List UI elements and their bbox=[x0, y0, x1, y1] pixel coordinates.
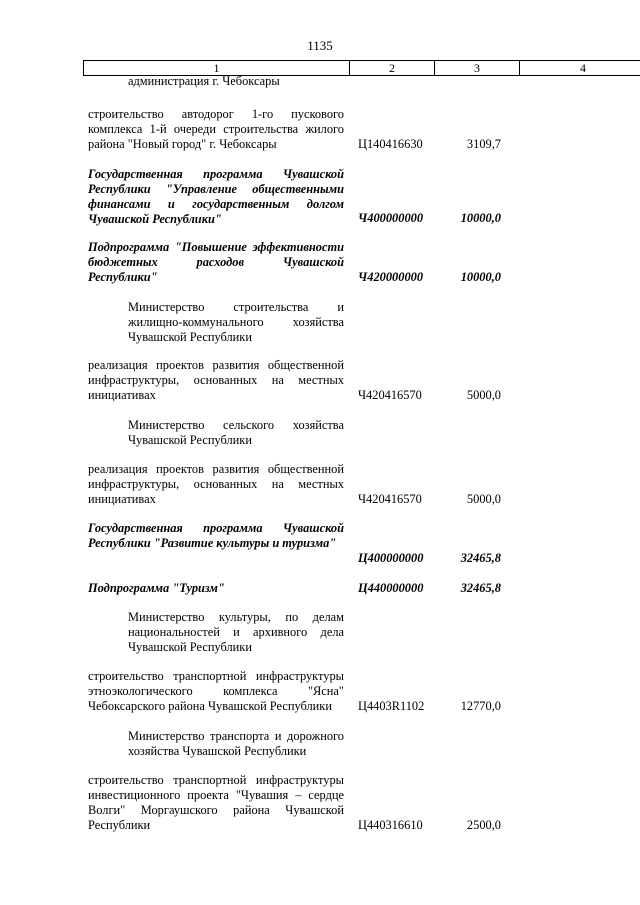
table-row-code: Ц140416630 bbox=[358, 137, 423, 151]
table-row-text: Государственная программа Чувашской Республики "Развитие культуры и туризма" bbox=[88, 521, 344, 550]
table-row-amount: 10000,0 bbox=[460, 211, 501, 225]
header-col-1: 1 bbox=[84, 61, 350, 75]
header-col-2: 2 bbox=[350, 61, 435, 75]
table-row-text: Министерство культуры, по делам национальностей и архивного дела Чувашской Республики bbox=[128, 610, 344, 654]
header-col-4: 4 bbox=[580, 61, 586, 75]
table-row-text: Министерство транспорта и дорожного хозяйства Чувашской Республики bbox=[128, 729, 344, 758]
table-row-code: Ц440000000 bbox=[358, 581, 424, 595]
table-row-amount: 12770,0 bbox=[460, 699, 501, 713]
table-row-amount: 5000,0 bbox=[466, 388, 501, 402]
table-row-text: строительство транспортной инфраструктуры этноэкологического комплекса "Ясна" Чебоксарского района Чувашской Республики bbox=[88, 669, 344, 713]
table-row-text: Подпрограмма "Повышение эффективности бюджетных расходов Чувашской Республики" bbox=[88, 240, 344, 284]
table-row-amount: 32465,8 bbox=[460, 581, 501, 595]
table-row-text: строительство автодорог 1-го пускового комплекса 1-й очереди строительства жилого района "Новый город" г. Чебоксары bbox=[88, 107, 344, 151]
table-row-amount: 3109,7 bbox=[466, 137, 501, 151]
table-row-code: Ч420000000 bbox=[358, 270, 424, 284]
table-row-text: реализация проектов развития общественной инфраструктуры, основанных на местных инициативах bbox=[88, 358, 344, 402]
table-row-amount: 5000,0 bbox=[466, 492, 501, 506]
table-row-amount: 32465,8 bbox=[460, 551, 501, 565]
table-row-text: строительство транспортной инфраструктуры инвестиционного проекта "Чувашия – сердце Волги" Моргаушского района Чувашской Республики bbox=[88, 773, 344, 832]
table-row-code: Ц440316610 bbox=[358, 818, 423, 832]
table-row-code: Ц400000000 bbox=[358, 551, 424, 565]
table-row-text: реализация проектов развития общественной инфраструктуры, основанных на местных инициативах bbox=[88, 462, 344, 506]
table-row-text: администрация г. Чебоксары bbox=[128, 74, 280, 88]
table-row-code: Ц4403R1102 bbox=[358, 699, 425, 713]
table-row-code: Ч400000000 bbox=[358, 211, 424, 225]
table-row-code: Ч420416570 bbox=[358, 492, 422, 506]
table-row-text: Министерство сельского хозяйства Чувашской Республики bbox=[128, 418, 344, 447]
table-row-amount: 2500,0 bbox=[466, 818, 501, 832]
page-number: 1135 bbox=[307, 38, 333, 53]
table-row-amount: 10000,0 bbox=[460, 270, 501, 284]
header-col-3: 3 bbox=[435, 61, 520, 75]
table-row-text: Государственная программа Чувашской Республики "Управление общественными финансами и государственным долгом Чувашской Республики" bbox=[88, 167, 344, 226]
table-row-code: Ч420416570 bbox=[358, 388, 422, 402]
table-row-text: Министерство строительства и жилищно-коммунального хозяйства Чувашской Республики bbox=[128, 300, 344, 344]
table-row-text: Подпрограмма "Туризм" bbox=[88, 581, 225, 595]
